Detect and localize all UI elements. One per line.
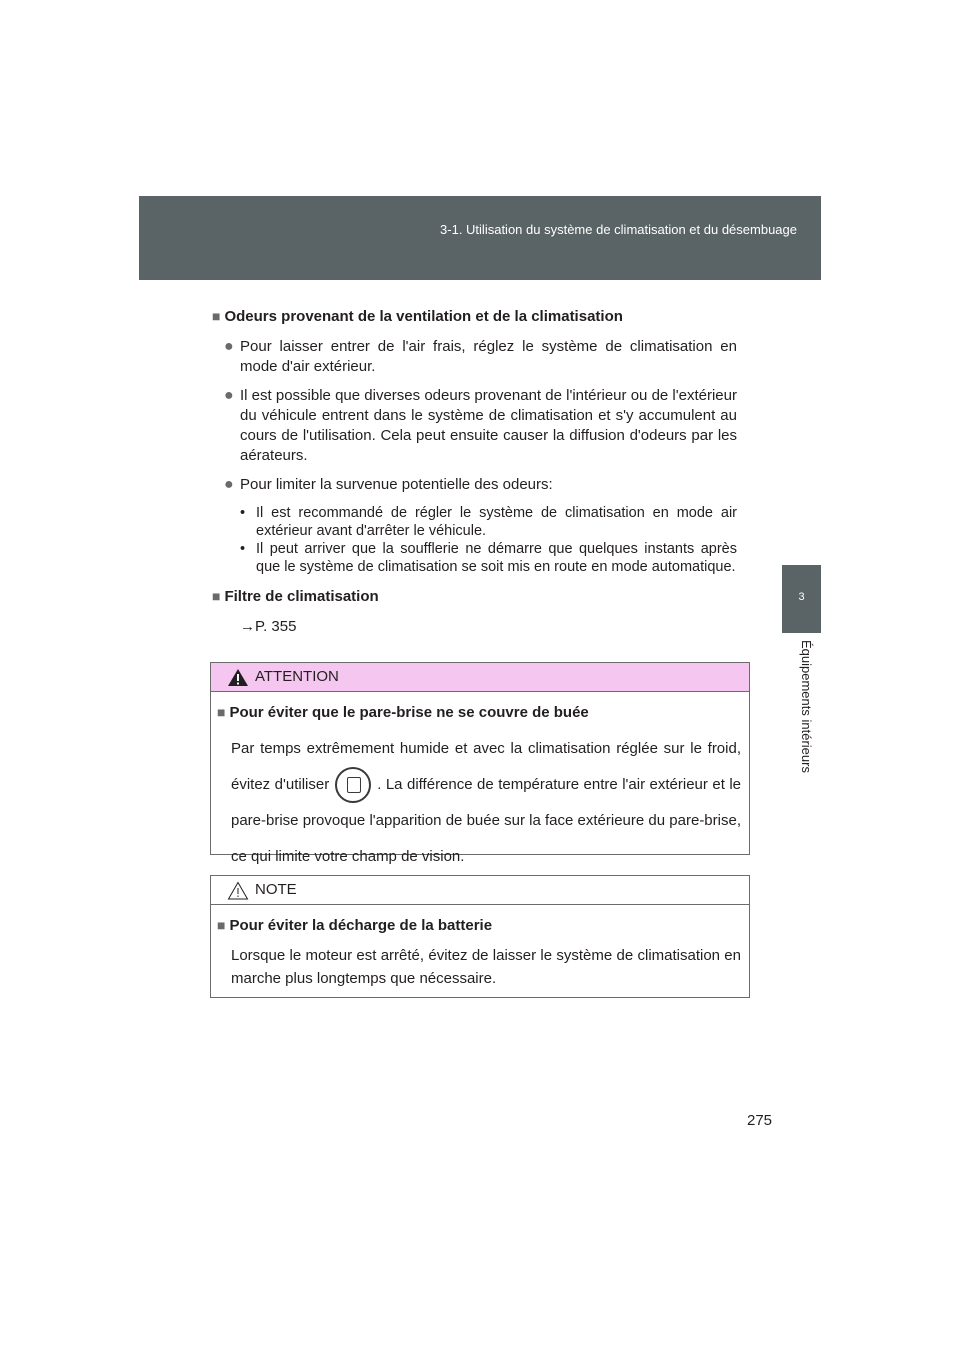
sub-list-item-text: Il peut arriver que la soufflerie ne démarre que quelques instants après que le système de climatisation se soit mis en route en mode automatique.	[256, 541, 737, 575]
attention-box	[210, 662, 750, 866]
attention-body	[211, 692, 749, 875]
arrow-right-icon: →	[240, 618, 255, 635]
note-title: NOTE	[255, 881, 297, 898]
note-heading	[217, 915, 741, 936]
attention-text-after: . La différence de température entre l'air extérieur et le pare-brise provoque l'apparition de buée sur la face extérieure du pare-brise, ce qui limite votre champ de vision.	[231, 776, 741, 866]
circle-bullet-icon: ●	[224, 387, 234, 404]
circle-bullet-icon: ●	[224, 476, 234, 493]
caution-icon	[227, 881, 249, 900]
square-bullet-icon: ■	[212, 308, 221, 324]
square-bullet-icon: ■	[212, 588, 221, 604]
sub-list-item	[212, 504, 737, 540]
filter-heading	[212, 586, 737, 607]
square-bullet-icon: ■	[217, 704, 226, 720]
chapter-number: 3	[798, 591, 805, 603]
square-bullet-icon: ■	[217, 917, 226, 933]
section-header-bar	[139, 196, 821, 280]
note-body	[211, 905, 749, 990]
page-reference-link[interactable]	[212, 617, 737, 637]
note-heading-text: Pour éviter la décharge de la batterie	[229, 917, 493, 934]
page-reference-text: P. 355	[255, 618, 297, 635]
filter-heading-text: Filtre de climatisation	[224, 588, 379, 605]
list-item-text: Pour laisser entrer de l'air frais, réglez le système de climatisation en mode d'air extérieur.	[240, 338, 737, 375]
list-item-text: Pour limiter la survenue potentielle des odeurs:	[240, 476, 553, 493]
circle-bullet-icon: ●	[224, 338, 234, 355]
odors-heading-text: Odeurs provenant de la ventilation et de la climatisation	[224, 308, 623, 325]
odors-heading	[212, 306, 737, 327]
list-item	[212, 475, 737, 495]
attention-paragraph	[217, 731, 741, 875]
main-content	[212, 306, 737, 647]
attention-text-before: Par temps extrêmement humide et avec la climatisation réglée sur le froid, évitez d'utiliser	[231, 740, 741, 793]
attention-heading-text: Pour éviter que le pare-brise ne se couvre de buée	[229, 704, 589, 721]
small-bullet-icon: •	[240, 505, 246, 521]
note-box	[210, 875, 750, 998]
attention-heading	[217, 702, 741, 723]
list-item	[212, 386, 737, 466]
page-number: 275	[747, 1112, 773, 1129]
windshield-defogger-button-icon	[335, 767, 371, 803]
warning-icon	[227, 668, 249, 687]
attention-header	[211, 663, 749, 692]
chapter-label: Équipements intérieurs	[799, 640, 814, 773]
sub-list-item-text: Il est recommandé de régler le système de climatisation en mode air extérieur avant d'arrêter le véhicule.	[256, 505, 737, 539]
list-item	[212, 337, 737, 377]
attention-title: ATTENTION	[255, 668, 339, 685]
note-paragraph: Lorsque le moteur est arrêté, évitez de laisser le système de climatisation en marche plus longtemps que nécessaire.	[231, 947, 741, 987]
section-title: 3-1. Utilisation du système de climatisation et du désembuage	[440, 222, 797, 237]
chapter-tab	[782, 565, 821, 633]
small-bullet-icon: •	[240, 541, 246, 557]
sub-list-item	[212, 540, 737, 576]
list-item-text: Il est possible que diverses odeurs provenant de l'intérieur ou de l'extérieur du véhicule entrent dans le système de climatisation et s'y accumulent au cours de l'utilisation. Cela peut ensuite causer la diffusion d'odeurs par les aérateurs.	[240, 387, 737, 464]
note-header	[211, 876, 749, 905]
